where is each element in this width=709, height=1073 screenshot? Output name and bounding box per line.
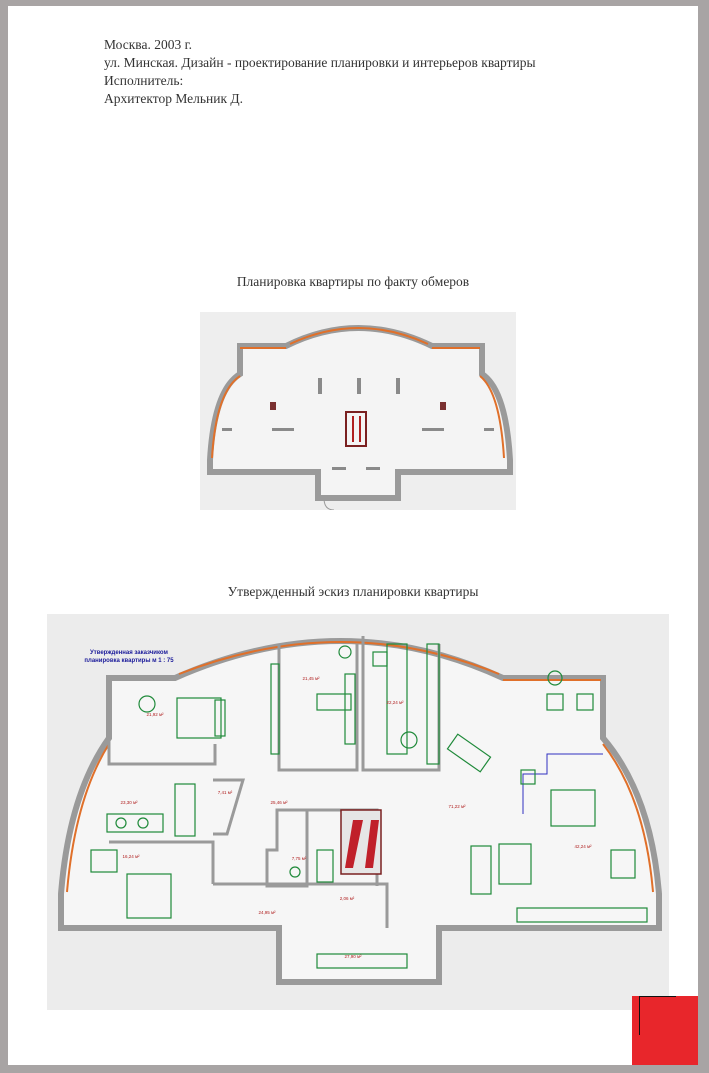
shaft [346,412,366,446]
room-area-label: 21,45 м² [302,676,320,681]
partition [422,428,444,431]
room-area-label: 23,30 м² [120,800,138,805]
approved-floor-plan [47,614,669,1010]
partition [484,428,494,431]
approved-plan-drawing [47,614,669,1010]
partition [332,467,346,470]
partition [366,467,380,470]
partition [222,428,232,431]
room-area-label: 25,46 м² [270,800,288,805]
plan-legend-scale: планировка квартиры м 1 : 75 [84,658,174,664]
header-architect: Архитектор Мельник Д. [104,91,244,106]
approved-plan-caption: Утвержденный эскиз планировки квартиры [227,584,479,599]
plan-legend-title: Утвержденная заказчиком [90,650,168,656]
existing-plan-caption: Планировка квартиры по факту обмеров [236,274,470,289]
header-project-title: ул. Минская. Дизайн - проектирование планировки и интерьеров квартиры [104,55,536,70]
room-area-label: 22,24 м² [386,700,404,705]
document-page [8,6,698,1065]
partition [272,428,294,431]
project-header [104,36,536,108]
room-area-label: 27,90 м² [344,954,362,959]
column [396,378,400,394]
room-area-label: 7,41 м² [217,790,233,795]
existing-plan-drawing [200,312,516,510]
header-executor-label: Исполнитель: [104,73,184,88]
column [270,402,276,410]
room-area-label: 71,22 м² [448,804,466,809]
column [440,402,446,410]
room-area-label: 7,75 м² [291,856,307,861]
column [318,378,322,394]
column [357,378,361,394]
room-area-label: 42,24 м² [574,844,592,849]
room-area-label: 21,92 м² [146,712,164,717]
room-area-label: 2,06 м² [339,896,355,901]
corner-accent-line [639,996,676,1035]
header-city-year: Москва. 2003 г. [104,37,193,52]
room-area-label: 16,24 м² [122,854,140,859]
room-area-label: 24,95 м² [258,910,276,915]
existing-floor-plan [200,312,516,510]
